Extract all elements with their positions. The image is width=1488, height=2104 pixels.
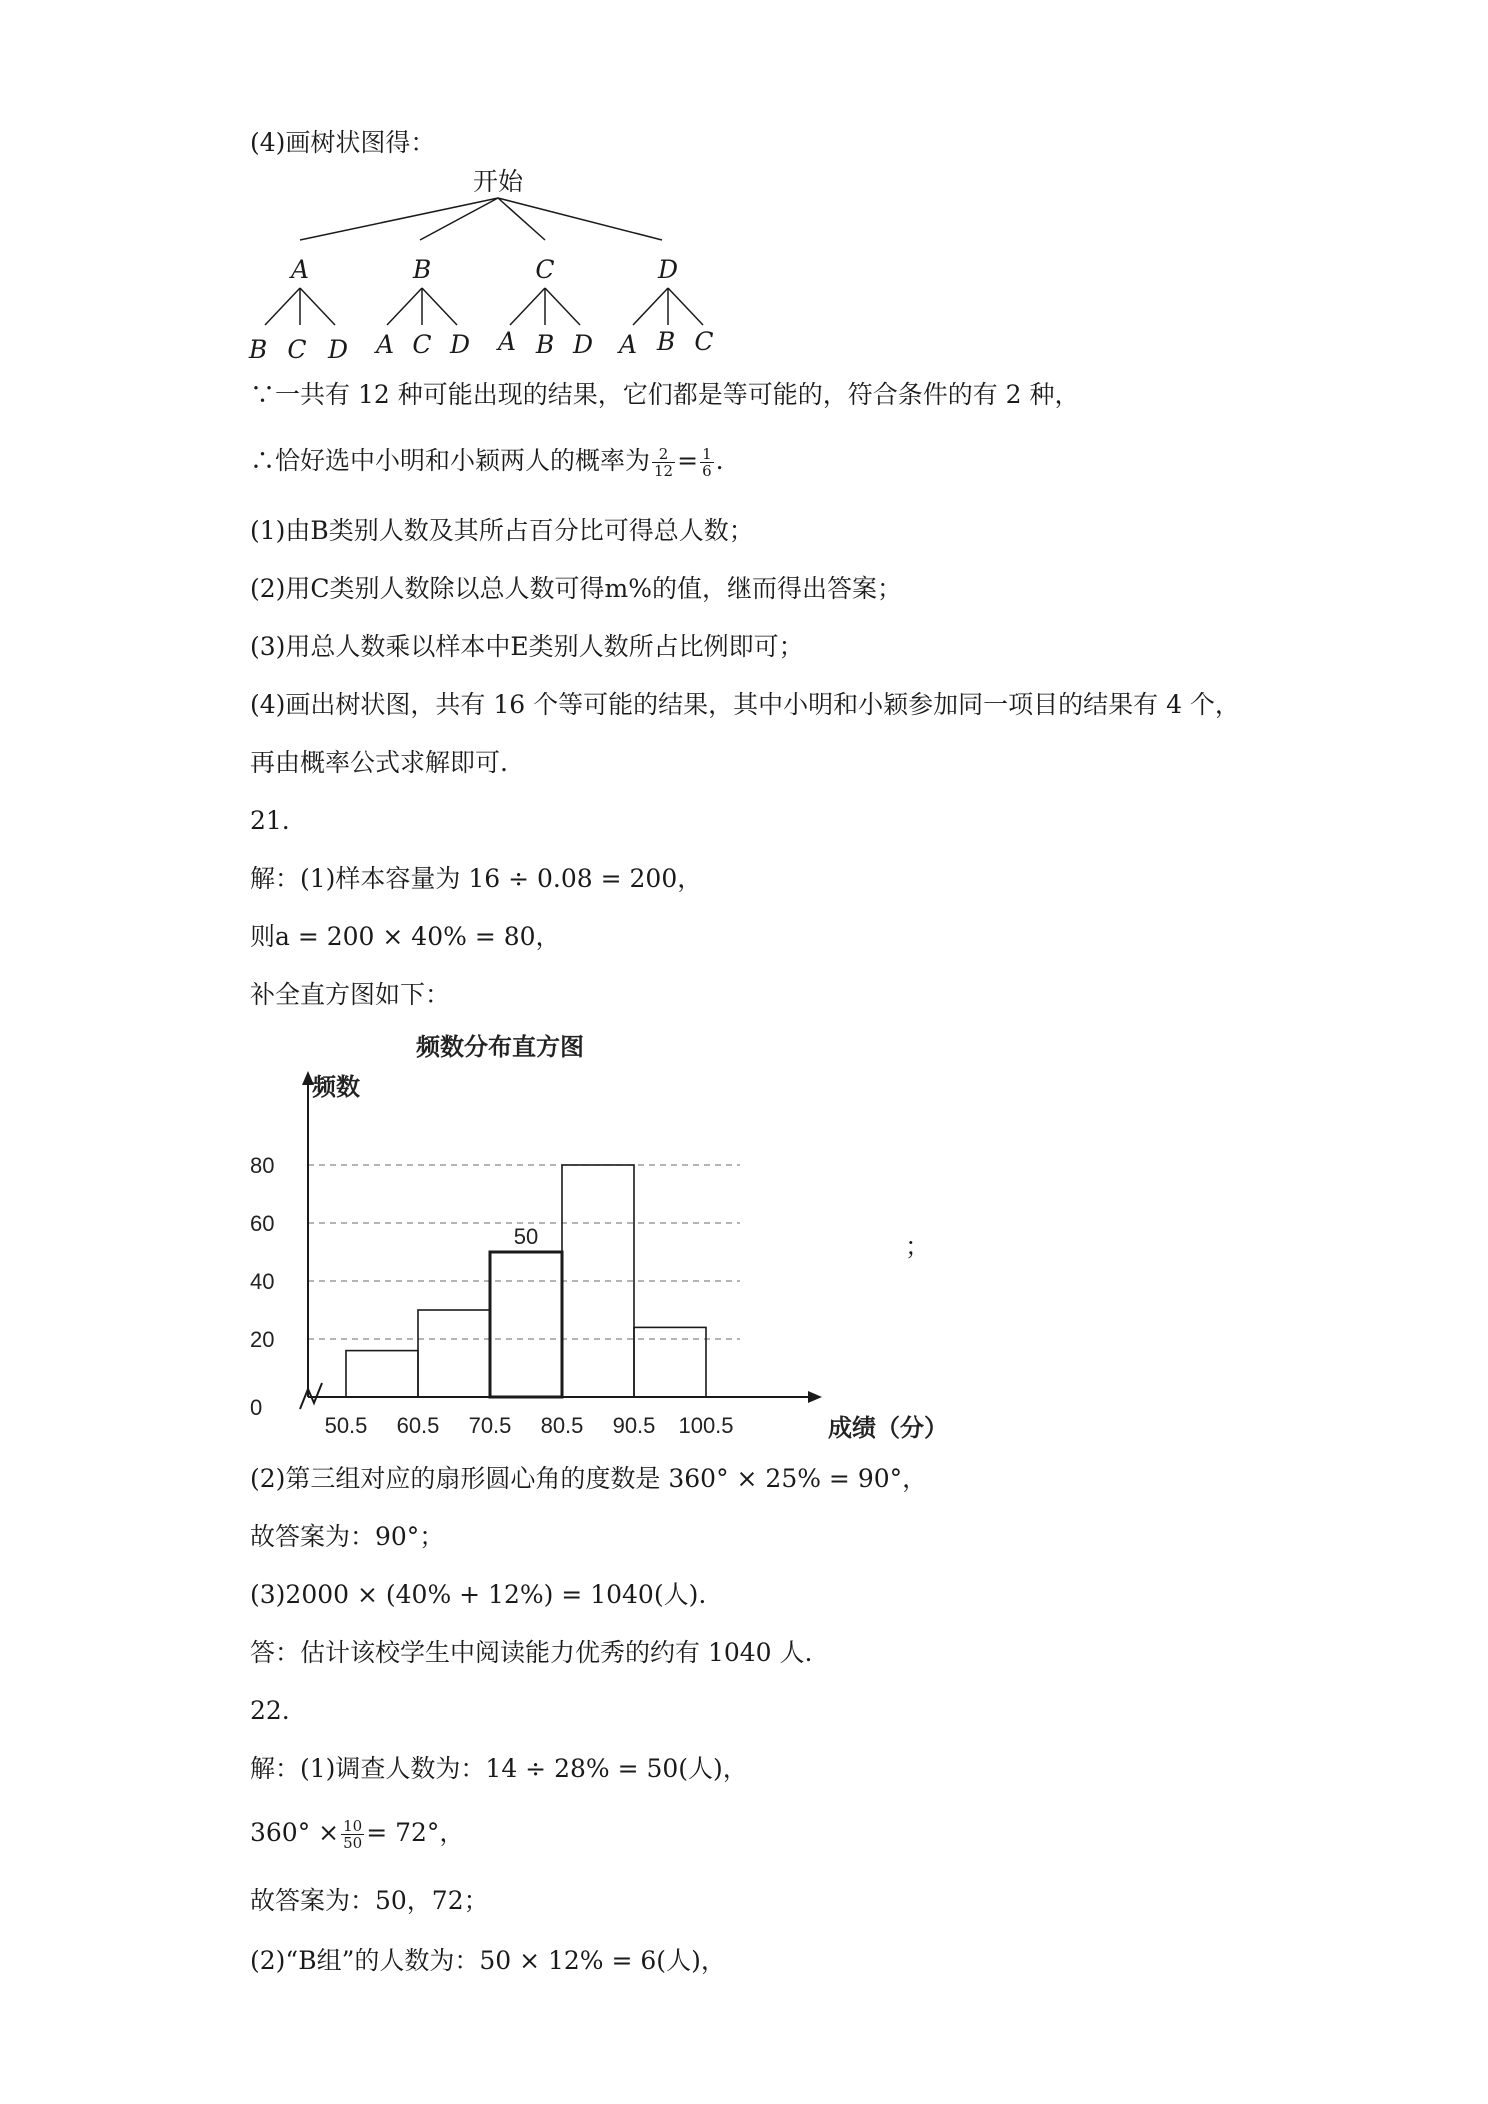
x-tick-label: 80.5 bbox=[540, 1413, 584, 1438]
angle-suffix: = 72°， bbox=[366, 1818, 465, 1847]
para-line-18: 解：(1)调查人数为：14 ÷ 28% = 50(人)， bbox=[250, 1754, 748, 1783]
fraction-numerator: 2 bbox=[652, 446, 675, 463]
chart-title: 频数分布直方图 bbox=[416, 1034, 584, 1061]
para-line-13: (2)第三组对应的扇形圆心角的度数是 360° × 25% = 90°， bbox=[250, 1464, 928, 1493]
para-line-3 bbox=[250, 444, 724, 479]
tree-edge bbox=[633, 288, 668, 325]
tree-node-c: C bbox=[535, 255, 555, 284]
tree-leaf: B bbox=[248, 335, 268, 364]
histogram-bar bbox=[634, 1327, 706, 1397]
para-line-6: (3)用总人数乘以样本中E类别人数所占比例即可； bbox=[250, 632, 804, 661]
tree-node-b: B bbox=[412, 255, 432, 284]
para-line-10: 解：(1)样本容量为 16 ÷ 0.08 = 200， bbox=[250, 864, 703, 893]
tree-edge bbox=[422, 288, 457, 325]
para-line-15: (3)2000 × (40% + 12%) = 1040(人). bbox=[250, 1580, 707, 1609]
x-tick-label: 100.5 bbox=[678, 1413, 734, 1438]
tree-leaf: D bbox=[449, 330, 471, 359]
x-tick-label: 90.5 bbox=[612, 1413, 656, 1438]
tree-leaf: B bbox=[535, 330, 555, 359]
tree-edge bbox=[387, 288, 422, 325]
x-tick-label: 70.5 bbox=[468, 1413, 512, 1438]
tree-leaf: B bbox=[656, 327, 676, 356]
prob-suffix: . bbox=[715, 446, 724, 475]
histogram-bar bbox=[346, 1351, 418, 1397]
question-number-21: 21. bbox=[250, 806, 290, 835]
fraction-1-6 bbox=[700, 446, 714, 479]
tree-diagram bbox=[240, 160, 740, 370]
x-tick-label: 60.5 bbox=[396, 1413, 440, 1438]
para-line-4: (1)由B类别人数及其所占百分比可得总人数； bbox=[250, 516, 754, 545]
para-line-19 bbox=[250, 1816, 464, 1851]
para-line-12: 补全直方图如下： bbox=[250, 980, 451, 1009]
ticks bbox=[250, 1153, 734, 1438]
tree-leaf: D bbox=[327, 335, 349, 364]
fraction-10-50 bbox=[341, 1818, 364, 1851]
tree-leaf: A bbox=[618, 330, 638, 359]
x-tick-label: 50.5 bbox=[324, 1413, 368, 1438]
y-axis-label: 频数 bbox=[312, 1074, 360, 1101]
fraction-denominator: 6 bbox=[702, 462, 712, 480]
tree-edge-root-b bbox=[420, 198, 498, 240]
y-tick-label: 20 bbox=[250, 1327, 275, 1352]
tree-edge bbox=[510, 288, 545, 325]
tree-node-d: D bbox=[657, 255, 679, 284]
equals-sign: = bbox=[677, 446, 699, 475]
histogram-bar bbox=[490, 1252, 562, 1397]
question-number-22: 22. bbox=[250, 1696, 290, 1725]
tree-leaf: C bbox=[412, 330, 432, 359]
fraction-denominator: 12 bbox=[654, 462, 674, 480]
y-tick-label: 40 bbox=[250, 1269, 275, 1294]
para-line-21: (2)“B组”的人数为：50 × 12% = 6(人)， bbox=[250, 1946, 726, 1975]
tree-edge-root-a bbox=[300, 198, 498, 240]
histogram-chart bbox=[240, 1025, 948, 1445]
tree-leaf: A bbox=[497, 327, 517, 356]
para-line-5: (2)用C类别人数除以总人数可得m%的值，继而得出答案； bbox=[250, 574, 903, 603]
histogram-bar bbox=[418, 1310, 490, 1397]
para-line-7: (4)画出树状图，共有 16 个等可能的结果，其中小明和小颖参加同一项目的结果有 4 个， bbox=[250, 690, 1240, 719]
tree-edge bbox=[668, 288, 703, 325]
para-line-14: 故答案为：90°； bbox=[250, 1522, 445, 1551]
para-line-11: 则a = 200 × 40% = 80， bbox=[250, 922, 561, 951]
x-axis-arrow bbox=[808, 1391, 822, 1403]
tree-leaf: C bbox=[287, 335, 307, 364]
para-line-8: 再由概率公式求解即可. bbox=[250, 748, 508, 777]
tree-edge bbox=[545, 288, 580, 325]
tree-edge bbox=[265, 288, 300, 325]
tree-edge bbox=[300, 288, 335, 325]
para-line-1: (4)画树状图得： bbox=[250, 128, 436, 157]
y-tick-label: 0 bbox=[250, 1395, 263, 1420]
fraction-2-12 bbox=[652, 446, 675, 479]
tree-root: 开始 bbox=[472, 168, 524, 196]
prob-prefix: ∴恰好选中小明和小颖两人的概率为 bbox=[250, 446, 651, 475]
x-axis-label: 成绩（分） bbox=[828, 1415, 948, 1442]
fraction-denominator: 50 bbox=[343, 1834, 363, 1852]
y-tick-label: 60 bbox=[250, 1211, 275, 1236]
para-line-2: ∵一共有 12 种可能出现的结果，它们都是等可能的，符合条件的有 2 种， bbox=[250, 380, 1080, 409]
tree-node-a: A bbox=[290, 255, 310, 284]
fraction-numerator: 10 bbox=[343, 1817, 363, 1835]
fraction-numerator: 1 bbox=[702, 445, 712, 463]
para-line-16: 答：估计该校学生中阅读能力优秀的约有 1040 人. bbox=[250, 1638, 813, 1667]
semicolon-mark: ； bbox=[905, 1232, 931, 1261]
para-line-20: 故答案为：50，72； bbox=[250, 1886, 489, 1915]
bar-data-label: 50 bbox=[513, 1224, 539, 1249]
tree-leaf: D bbox=[572, 330, 594, 359]
angle-prefix: 360° × bbox=[250, 1818, 340, 1847]
y-tick-label: 80 bbox=[250, 1153, 275, 1178]
tree-leaf: A bbox=[375, 330, 395, 359]
tree-leaf: C bbox=[694, 327, 714, 356]
